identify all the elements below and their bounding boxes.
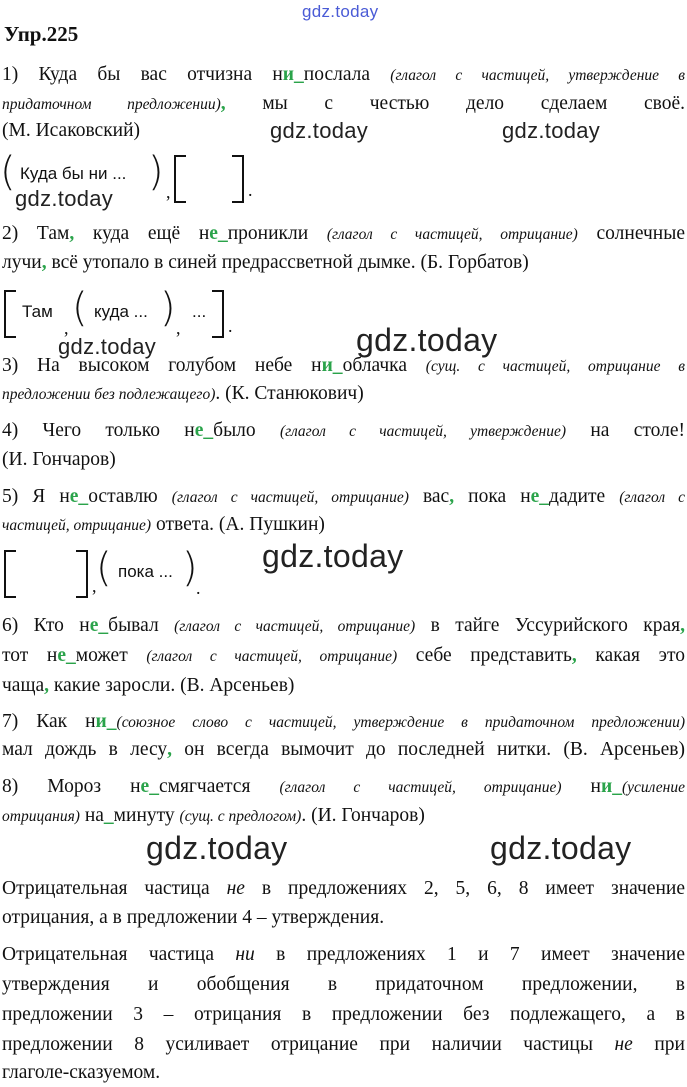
- text: Отрицательная частица: [2, 878, 227, 899]
- scheme-paren-open: (: [96, 545, 112, 591]
- text: бывал: [108, 615, 175, 636]
- particle: е_: [89, 615, 109, 636]
- text: не: [226, 878, 245, 899]
- text: себе представить: [397, 645, 572, 666]
- text: мы с честью дело сделаем своё.: [225, 93, 685, 114]
- text: лучи: [2, 252, 42, 273]
- text: при: [632, 1034, 685, 1055]
- paragraph-1-line-1: [2, 877, 685, 901]
- watermark: gdz.today: [356, 322, 498, 358]
- sentence-4-author: (И. Гончаров): [2, 449, 116, 470]
- text: он всегда вымочит до последней нитки. (В. Арсеньев): [172, 739, 686, 760]
- text: . (К. Станюкович): [215, 383, 364, 404]
- particle: и_: [282, 64, 304, 85]
- watermark: gdz.today: [58, 334, 157, 359]
- annotation: (глагол с частицей, отрицание): [174, 618, 416, 635]
- watermark: gdz.today: [490, 830, 632, 866]
- text: всё утопало в синей предрассветной дымке. (Б. Горбатов): [46, 252, 529, 273]
- scheme-clause: пока ...: [118, 562, 173, 581]
- text: минуту: [113, 805, 180, 826]
- scheme-comma: ,: [176, 318, 181, 338]
- scheme-clause: ...: [192, 302, 207, 321]
- text: послала: [303, 64, 391, 85]
- text: в предложениях 2, 5, 6, 8 имеет значение: [244, 878, 685, 899]
- sentence-3-line-2: [2, 382, 685, 407]
- sentence-1-line-1: [2, 63, 685, 88]
- particle: е_: [57, 645, 76, 666]
- comma: ,: [220, 93, 226, 114]
- watermark: gdz.today: [502, 118, 601, 143]
- text: ответа. (А. Пушкин): [151, 514, 325, 535]
- watermark: gdz.today: [146, 830, 288, 866]
- annotation: (глагол с частицей, утверждение в: [390, 67, 685, 84]
- scheme-bracket-close: [76, 550, 88, 598]
- scheme-comma: ,: [166, 182, 171, 202]
- annotation: (сущ. с частицей, отрицание в: [425, 358, 686, 375]
- scheme-comma: ,: [92, 576, 97, 596]
- scheme-period: .: [196, 578, 201, 598]
- text: чаща: [2, 675, 45, 696]
- scheme-bracket-open: [4, 550, 16, 598]
- text: тот н: [2, 645, 58, 666]
- text: в тайге Уссурийского края: [415, 615, 681, 636]
- comma: ,: [69, 223, 75, 244]
- annotation: (сущ. с предлогом): [179, 808, 302, 825]
- paragraph-2-line-2: утверждения и обобщения в придаточном предложении, в: [2, 974, 685, 995]
- text: на столе!: [566, 420, 685, 441]
- text: предложении 8 усиливает отрицание при наличии частицы: [2, 1034, 615, 1055]
- text: было: [213, 420, 280, 441]
- annotation: (глагол с частицей, утверждение): [279, 423, 567, 440]
- sentence-7-line-1: [2, 710, 685, 735]
- paragraph-2-line-4: [2, 1033, 685, 1057]
- scheme-clause: Там: [22, 302, 53, 321]
- particle: _: [103, 805, 114, 826]
- paragraph-2-line-1: [2, 943, 685, 967]
- annotation: отрицания): [2, 808, 80, 825]
- text: в предложениях 1 и 7 имеет значение: [254, 944, 686, 965]
- comma: ,: [41, 252, 47, 273]
- annotation: придаточном предложении): [2, 96, 221, 113]
- sentence-2-line-1: [2, 222, 685, 247]
- scheme-bracket-close: [212, 290, 224, 338]
- scheme-bracket-open: [174, 155, 186, 203]
- sentence-6-line-2: [2, 644, 685, 669]
- text: 1) Куда бы вас отчизна н: [2, 64, 283, 85]
- particle: е_: [209, 223, 228, 244]
- text: какая это: [576, 645, 685, 666]
- scheme-comma: ,: [64, 318, 69, 338]
- text: мал дождь в лесу: [2, 739, 168, 760]
- comma: ,: [449, 486, 455, 507]
- sentence-5-line-2: [2, 513, 685, 538]
- scheme-paren-open: (: [0, 149, 16, 195]
- annotation: (глагол с частицей, отрицание): [279, 779, 562, 796]
- watermark: gdz.today: [270, 118, 369, 143]
- scheme-paren-close: ): [160, 285, 176, 331]
- annotation: предложении без подлежащего): [2, 386, 216, 403]
- text: на: [79, 805, 104, 826]
- text: 8) Мороз н: [2, 776, 141, 797]
- particle: е_: [530, 486, 550, 507]
- paragraph-1-line-2: отрицания, а в предложении 4 – утверждения.: [2, 907, 385, 928]
- particle: е_: [140, 776, 159, 797]
- text: 5) Я н: [2, 486, 70, 507]
- particle: е_: [194, 420, 214, 441]
- watermark: gdz.today: [302, 2, 379, 21]
- watermark: gdz.today: [262, 538, 404, 574]
- sentence-1-author: (М. Исаковский): [2, 120, 141, 141]
- text: 7) Как н: [2, 711, 96, 732]
- comma: ,: [680, 615, 685, 636]
- text: может: [75, 645, 147, 666]
- text: 3) На высоком голубом небе н: [2, 355, 322, 376]
- text: не: [614, 1034, 633, 1055]
- text: проникли: [227, 223, 327, 244]
- particle: и_: [95, 711, 117, 732]
- annotation: (глагол с частицей, отрицание): [171, 489, 409, 506]
- text: солнечные: [577, 223, 685, 244]
- sentence-5-line-1: [2, 485, 685, 510]
- scheme-bracket-open: [4, 290, 16, 338]
- scheme-paren-open: (: [72, 285, 88, 331]
- sentence-1-line-2: [2, 92, 685, 117]
- sentence-3-line-1: [2, 354, 685, 379]
- comma: ,: [167, 739, 172, 760]
- annotation: (усиление: [621, 779, 685, 796]
- paragraph-2-line-5: глаголе-сказуемом.: [2, 1062, 161, 1083]
- sentence-4-line-1: [2, 419, 685, 444]
- scheme-paren-close: ): [148, 149, 164, 195]
- scheme-clause: куда ...: [94, 302, 148, 321]
- sentence-6-line-3: [2, 674, 685, 698]
- sentence-8-line-2: [2, 804, 685, 829]
- text: н: [561, 776, 601, 797]
- annotation: (глагол с частицей, отрицание): [326, 226, 578, 243]
- text: 4) Чего только н: [2, 420, 195, 441]
- comma: ,: [44, 675, 50, 696]
- particle: и_: [600, 776, 622, 797]
- text: дадите: [549, 486, 620, 507]
- text: . (И. Гончаров): [301, 805, 425, 826]
- annotation: (глагол с: [619, 489, 685, 506]
- sentence-7-line-2: [2, 738, 685, 762]
- scheme-period: .: [228, 316, 233, 336]
- annotation: (глагол с частицей, отрицание): [146, 648, 398, 665]
- particle: и_: [321, 355, 343, 376]
- text: облачка: [342, 355, 426, 376]
- comma: ,: [571, 645, 577, 666]
- paragraph-2-line-3: предложении 3 – отрицания в предложении без подлежащего, а в: [2, 1004, 685, 1025]
- scheme-clause: Куда бы ни ...: [20, 164, 127, 183]
- text: 2) Там: [2, 223, 70, 244]
- watermark: gdz.today: [15, 186, 114, 211]
- text: пока н: [454, 486, 531, 507]
- exercise-title: Упр.225: [4, 22, 79, 46]
- particle: е_: [69, 486, 89, 507]
- text: вас: [408, 486, 450, 507]
- text: Отрицательная частица: [2, 944, 236, 965]
- text: ни: [235, 944, 255, 965]
- sentence-2-line-2: [2, 251, 685, 275]
- scheme-paren-close: ): [182, 545, 198, 591]
- scheme-period: .: [248, 180, 253, 200]
- text: куда ещё н: [74, 223, 210, 244]
- text: смягчается: [158, 776, 280, 797]
- text: какие заросли. (В. Арсеньев): [49, 675, 295, 696]
- sentence-8-line-1: [2, 775, 685, 800]
- scheme-bracket-close: [232, 155, 244, 203]
- annotation: (союзное слово с частицей, утверждение в придаточном предложении): [116, 714, 685, 731]
- text: оставлю: [88, 486, 172, 507]
- annotation: частицей, отрицание): [2, 517, 152, 534]
- text: 6) Кто н: [2, 615, 90, 636]
- sentence-6-line-1: [2, 614, 685, 639]
